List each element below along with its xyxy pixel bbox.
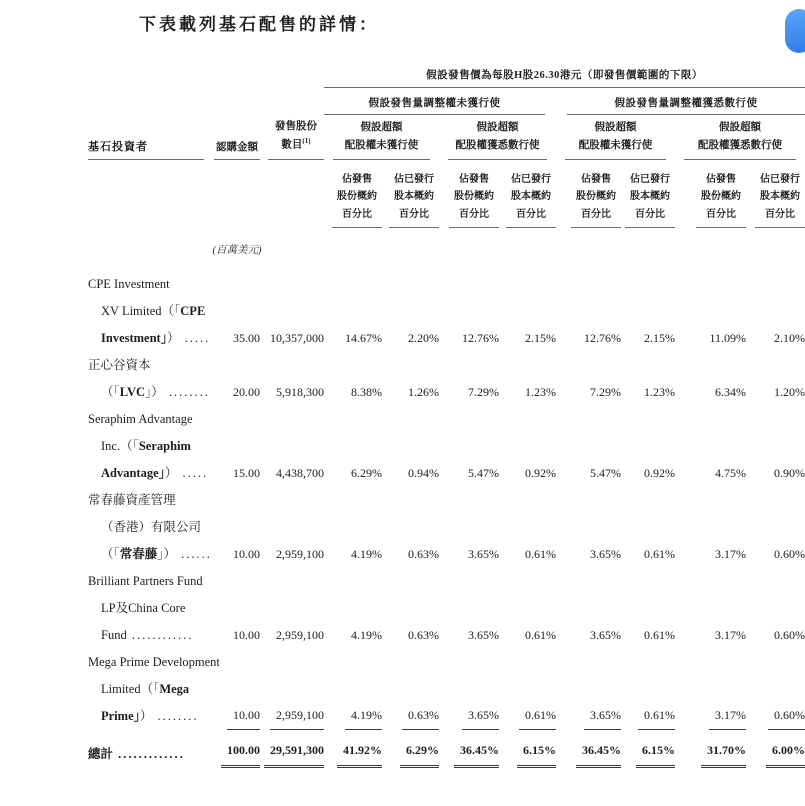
cell-value: 2,959,100 bbox=[276, 628, 324, 642]
cell-value: 0.90% bbox=[774, 466, 805, 480]
page-title: 下表載列基石配售的詳情： bbox=[139, 15, 379, 34]
table-row bbox=[88, 568, 805, 649]
header-investor: 基石投資者 bbox=[88, 115, 210, 160]
header-overallotment-not-exercised-2: 假設超額 配股權未獲行使 bbox=[556, 115, 675, 160]
investor-name: Seraphim Advantage Inc.（「Seraphim Advantage」） ..... bbox=[88, 412, 209, 480]
investor-name: Mega Prime Development Limited（「Mega Prime」） ........ bbox=[88, 655, 220, 723]
cell-value: 3.65% bbox=[439, 649, 499, 730]
table-row bbox=[88, 649, 805, 730]
cell-value: 0.92% bbox=[644, 466, 675, 480]
cell-value: 3.65% bbox=[590, 547, 621, 561]
cell-value: 4.19% bbox=[324, 649, 382, 730]
header-adjustment-fully-exercised: 假設發售量調整權獲悉數行使 bbox=[556, 88, 805, 115]
header-adjustment-not-exercised: 假設發售量調整權未獲行使 bbox=[324, 88, 556, 115]
header-pct-offer-shares-3: 佔發售 股份概約 百分比 bbox=[556, 160, 621, 228]
header-pct-offer-shares-2: 佔發售 股份概約 百分比 bbox=[439, 160, 499, 228]
table-row bbox=[88, 352, 805, 406]
cell-value: 3.17% bbox=[715, 628, 746, 642]
table-row bbox=[88, 271, 805, 352]
cell-value: 10.00 bbox=[233, 547, 260, 561]
header-pct-offer-shares-1: 佔發售 股份概約 百分比 bbox=[324, 160, 382, 228]
cell-value: 2,959,100 bbox=[276, 547, 324, 561]
cell-value: 3.65% bbox=[556, 649, 621, 730]
footnote-marker: (1) bbox=[302, 136, 311, 145]
header-offer-shares: 發售股份 數目$^{(1)}$ bbox=[260, 115, 324, 160]
cell-value: 11.09% bbox=[709, 331, 746, 345]
cell-value: 3.17% bbox=[715, 547, 746, 561]
total-value: 29,591,300 bbox=[260, 730, 324, 768]
total-value: 36.45% bbox=[439, 730, 499, 768]
cell-value: 2.20% bbox=[408, 331, 439, 345]
header-price-assumption: 假設發售價為每股H股26.30港元（即發售價範圍的下限） bbox=[324, 55, 805, 88]
cell-value: 5,918,300 bbox=[276, 385, 324, 399]
cell-value: 0.92% bbox=[525, 466, 556, 480]
cell-value: 2,959,100 bbox=[260, 649, 324, 730]
total-value: 6.15% bbox=[499, 730, 556, 768]
cell-value: 12.76% bbox=[462, 331, 499, 345]
cell-value: 0.60% bbox=[774, 628, 805, 642]
cell-value: 0.63% bbox=[382, 649, 439, 730]
floating-action-button[interactable] bbox=[785, 9, 805, 53]
header-pct-share-capital-3: 佔已發行 股本概約 百分比 bbox=[621, 160, 675, 228]
cell-value: 10.00 bbox=[210, 649, 260, 730]
cell-value: 1.26% bbox=[408, 385, 439, 399]
cell-value: 1.23% bbox=[525, 385, 556, 399]
total-value: 6.29% bbox=[382, 730, 439, 768]
header-overallotment-not-exercised-1: 假設超額 配股權未獲行使 bbox=[324, 115, 439, 160]
cell-value: 4.75% bbox=[715, 466, 746, 480]
total-value: 31.70% bbox=[675, 730, 746, 768]
header-pct-share-capital-1: 佔已發行 股本概約 百分比 bbox=[382, 160, 439, 228]
cell-value: 0.61% bbox=[499, 649, 556, 730]
cell-value: 20.00 bbox=[233, 385, 260, 399]
investor-name: 正心谷資本 （「LVC」） ........ bbox=[88, 358, 210, 399]
total-value: 6.00% bbox=[746, 730, 805, 768]
cell-value: 3.65% bbox=[468, 628, 499, 642]
cell-value: 7.29% bbox=[590, 385, 621, 399]
cornerstone-placing-table bbox=[88, 55, 805, 768]
cell-value: 0.61% bbox=[644, 547, 675, 561]
cell-value: 4,438,700 bbox=[276, 466, 324, 480]
cell-value: 3.65% bbox=[590, 628, 621, 642]
cell-value: 15.00 bbox=[233, 466, 260, 480]
cell-value: 0.63% bbox=[408, 547, 439, 561]
cell-value: 3.17% bbox=[675, 649, 746, 730]
cell-value: 1.23% bbox=[644, 385, 675, 399]
investor-name: Brilliant Partners Fund LP及China Core Fund ............ bbox=[88, 574, 203, 642]
header-pct-offer-shares-4: 佔發售 股份概約 百分比 bbox=[675, 160, 746, 228]
cell-value: 14.67% bbox=[345, 331, 382, 345]
cell-value: 0.61% bbox=[621, 649, 675, 730]
investor-name: CPE Investment XV Limited（「CPE Investment」） ..... bbox=[88, 277, 211, 345]
total-value: 41.92% bbox=[324, 730, 382, 768]
cell-value: 0.61% bbox=[525, 628, 556, 642]
cell-value: 35.00 bbox=[233, 331, 260, 345]
cell-value: 0.60% bbox=[774, 547, 805, 561]
cell-value: 4.19% bbox=[351, 628, 382, 642]
header-overallotment-fully-exercised-1: 假設超額 配股權獲悉數行使 bbox=[439, 115, 556, 160]
cell-value: 4.19% bbox=[351, 547, 382, 561]
cell-value: 10,357,000 bbox=[270, 331, 324, 345]
units-label: (百萬美元) bbox=[212, 245, 262, 256]
table-row bbox=[88, 406, 805, 487]
header-subscription-amount: 認購金額 bbox=[210, 115, 260, 160]
cell-value: 2.15% bbox=[644, 331, 675, 345]
cell-value: 7.29% bbox=[468, 385, 499, 399]
cell-value: 0.63% bbox=[408, 628, 439, 642]
header-pct-share-capital-4: 佔已發行 股本概約 百分比 bbox=[746, 160, 805, 228]
total-label: 總計 ............. bbox=[88, 747, 185, 761]
cell-value: 6.34% bbox=[715, 385, 746, 399]
header-overallotment-fully-exercised-2: 假設超額 配股權獲悉數行使 bbox=[675, 115, 805, 160]
cell-value: 6.29% bbox=[351, 466, 382, 480]
cell-value: 5.47% bbox=[590, 466, 621, 480]
cell-value: 0.61% bbox=[644, 628, 675, 642]
cell-value: 12.76% bbox=[584, 331, 621, 345]
cell-value: 2.10% bbox=[774, 331, 805, 345]
cell-value: 1.20% bbox=[774, 385, 805, 399]
cell-value: 8.38% bbox=[351, 385, 382, 399]
cell-value: 3.65% bbox=[468, 547, 499, 561]
total-value: 6.15% bbox=[621, 730, 675, 768]
total-value: 100.00 bbox=[210, 730, 260, 768]
cell-value: 0.94% bbox=[408, 466, 439, 480]
cell-value: 5.47% bbox=[468, 466, 499, 480]
cell-value: 2.15% bbox=[525, 331, 556, 345]
total-value: 36.45% bbox=[556, 730, 621, 768]
investor-name: 常春藤資產管理 （香港）有限公司 （「常春藤」） ...... bbox=[88, 493, 212, 561]
cell-value: 10.00 bbox=[233, 628, 260, 642]
cell-value: 0.60% bbox=[746, 649, 805, 730]
cell-value: 0.61% bbox=[525, 547, 556, 561]
total-row bbox=[88, 730, 805, 768]
header-pct-share-capital-2: 佔已發行 股本概約 百分比 bbox=[499, 160, 556, 228]
table-row bbox=[88, 487, 805, 568]
